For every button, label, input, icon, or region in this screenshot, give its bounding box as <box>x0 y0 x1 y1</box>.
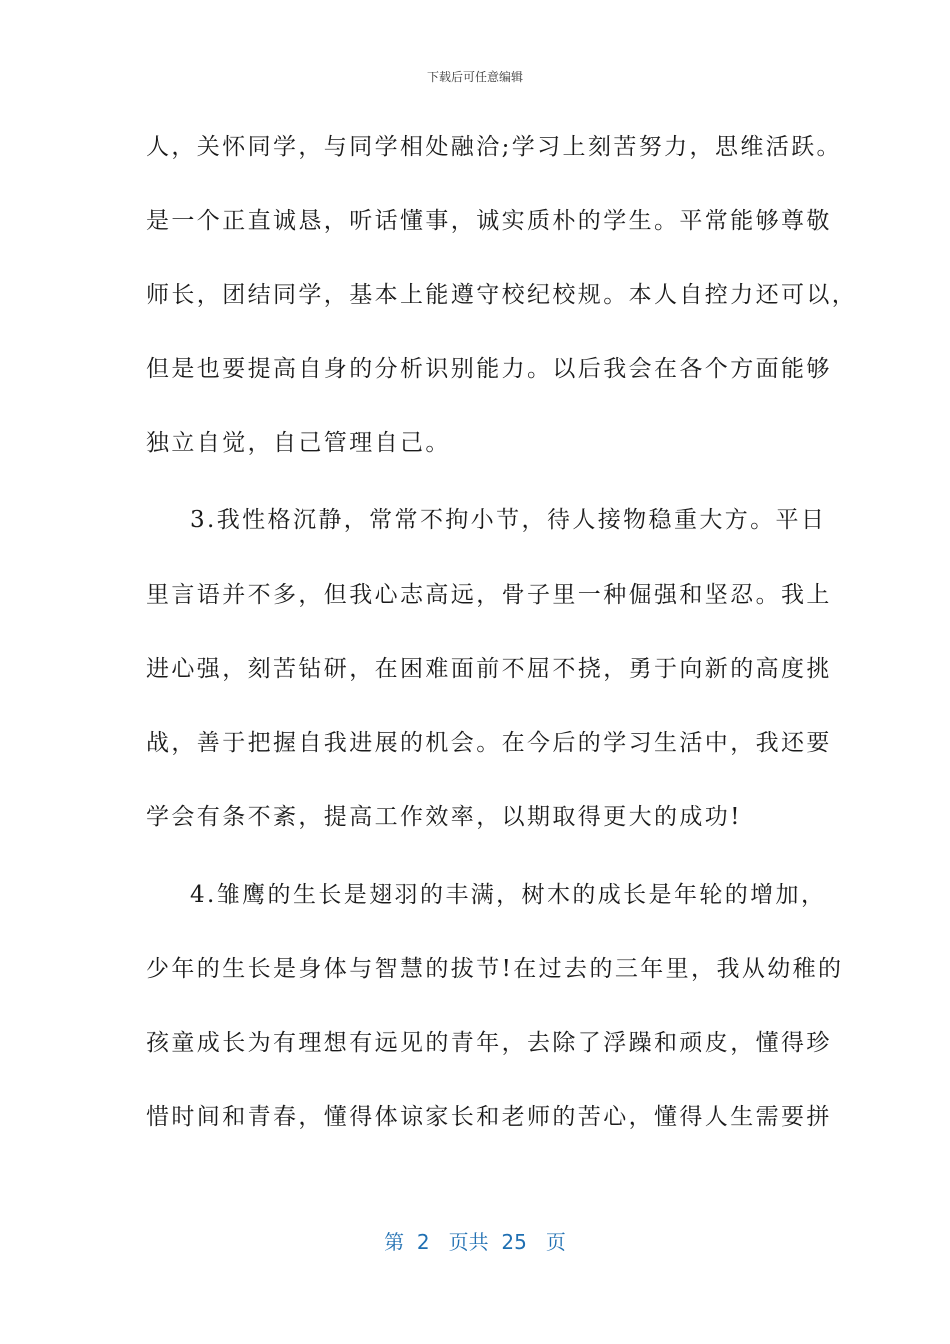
body-text-line: 进心强，刻苦钻研，在困难面前不屈不挠，勇于向新的高度挑 <box>146 656 832 682</box>
paragraph-4-first-line: 4.雏鹰的生长是翅羽的丰满，树木的成长是年轮的增加， <box>190 882 827 908</box>
body-text-line: 人，关怀同学，与同学相处融洽;学习上刻苦努力，思维活跃。 <box>146 134 842 160</box>
body-text-line: 少年的生长是身体与智慧的拔节!在过去的三年里，我从幼稚的 <box>146 956 844 982</box>
page-number-footer: 第 2 页共 25 页 <box>384 1230 566 1254</box>
body-text-line: 师长，团结同学，基本上能遵守校纪校规。本人自控力还可以， <box>146 282 858 308</box>
body-text-line: 独立自觉，自己管理自己。 <box>146 430 451 456</box>
paragraph-3-first-line: 3.我性格沉静，常常不拘小节，待人接物稳重大方。平日 <box>190 507 827 533</box>
body-text-line: 孩童成长为有理想有远见的青年，去除了浮躁和顽皮，懂得珍 <box>146 1030 832 1056</box>
body-text-line: 是一个正直诚恳，听话懂事，诚实质朴的学生。平常能够尊敬 <box>146 208 832 234</box>
body-text-line: 但是也要提高自身的分析识别能力。以后我会在各个方面能够 <box>146 356 832 382</box>
body-text-line: 里言语并不多，但我心志高远，骨子里一种倔强和坚忍。我上 <box>146 582 832 608</box>
body-text-line: 惜时间和青春，懂得体谅家长和老师的苦心，懂得人生需要拼 <box>146 1104 832 1130</box>
page-header-note: 下载后可任意编辑 <box>426 70 523 84</box>
body-text-line: 学会有条不紊，提高工作效率，以期取得更大的成功! <box>146 804 742 830</box>
body-text-line: 战，善于把握自我进展的机会。在今后的学习生活中，我还要 <box>146 730 832 756</box>
